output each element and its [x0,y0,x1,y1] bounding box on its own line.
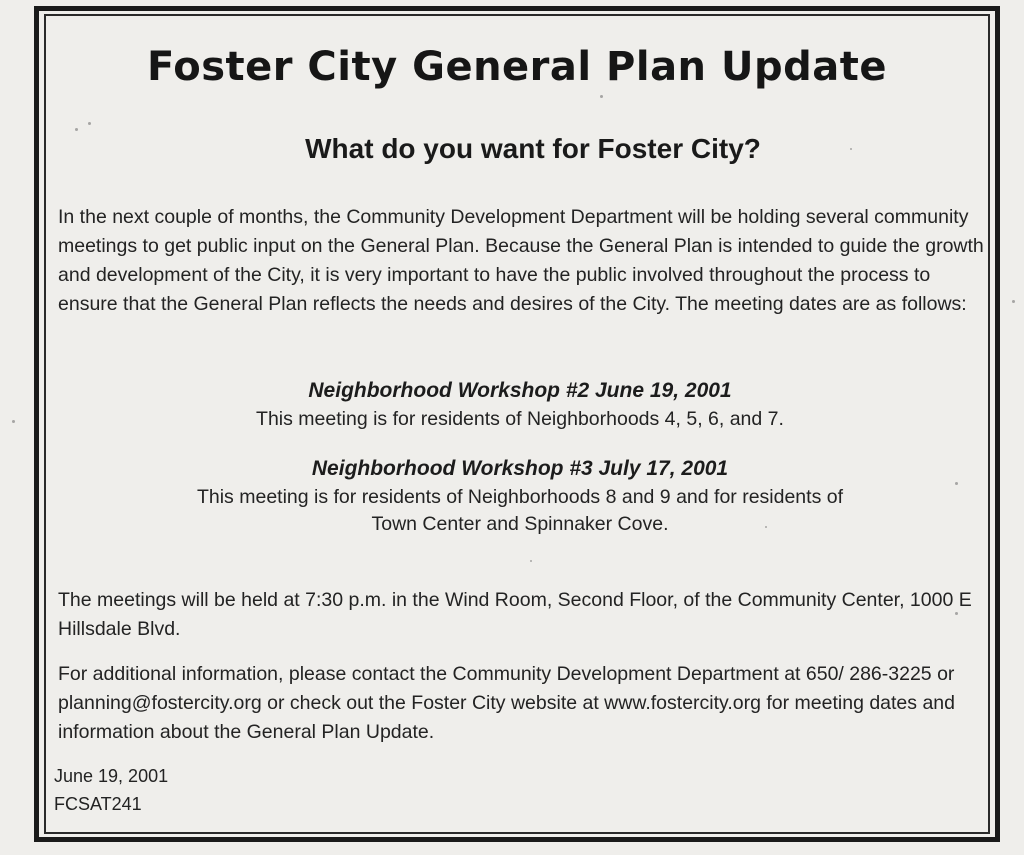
print-speck [12,420,15,423]
workshop-description: This meeting is for residents of Neighborhoods 8 and 9 and for residents of [196,486,844,508]
notice-subtitle: What do you want for Foster City? [305,133,761,164]
print-speck [1012,300,1015,303]
workshop-heading: Neighborhood Workshop #3 July 17, 2001 [311,457,729,480]
workshop-2 [100,376,940,433]
contact-paragraph: For additional information, please contact the Community Development Department at 650/ 286-3225 or planning@fostercity.org or check out the Foster City website at www.fostercity.org for meeting dates and information about the General Plan Update. [58,663,955,743]
notice-title: Foster City General Plan Update [147,44,887,90]
notice-footer [54,762,168,818]
publication-date: June 19, 2001 [54,766,169,786]
meeting-schedule-paragraph: The meetings will be held at 7:30 p.m. in the Wind Room, Second Floor, of the Community Center, 1000 E Hillsdale Blvd. [58,589,972,640]
workshop-heading: Neighborhood Workshop #2 June 19, 2001 [308,379,732,402]
workshop-3 [100,454,940,538]
intro-paragraph: In the next couple of months, the Community Development Department will be holding several community meetings to get public input on the General Plan. Because the General Plan is intended to guide the growth and development of the City, it is very important to have the public involved throughout the process to ensure that the General Plan reflects the needs and desires of the City. The meeting dates are as follows: [58,206,984,315]
workshop-description: This meeting is for residents of Neighborhoods 4, 5, 6, and 7. [256,408,784,430]
reference-code: FCSAT241 [54,794,142,814]
workshop-description: Town Center and Spinnaker Cove. [371,513,669,535]
